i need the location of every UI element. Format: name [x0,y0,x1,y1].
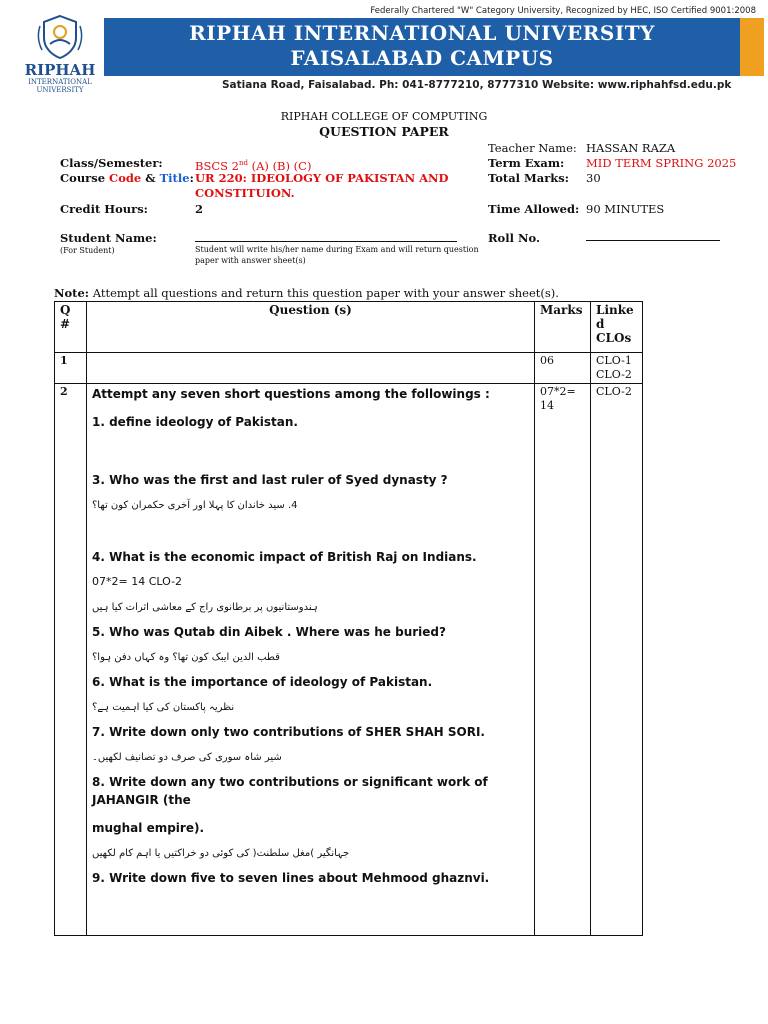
teacher-label: Teacher Name: [488,141,577,155]
term-label: Term Exam: [488,156,565,170]
table-row [55,384,643,936]
student-note-2: paper with answer sheet(s) [195,256,306,265]
crest-icon [32,12,88,62]
course-value-1: UR 220: IDEOLOGY OF PAKISTAN AND [195,171,449,185]
question-7-urdu: شیر شاہ سوری کی صرف دو تصانیف لکھیں۔ [92,752,282,763]
logo-sub-2: UNIVERSITY [36,86,84,94]
campus-title: FAISALABAD CAMPUS [290,46,554,70]
row-1-number: 1 [55,353,87,384]
row-1-question [87,353,535,384]
accreditation-text: Federally Chartered "W" Category University, Recognized by HEC, ISO Certified 9001:2008 [370,6,756,16]
header-marks: Marks [535,302,591,353]
question-table [54,301,643,936]
table-header-row [55,302,643,353]
question-4-urdu: ہندوستانیوں پر برطانوی راج کے معاشی اثرات کیا ہیں [92,602,318,613]
teacher-value: HASSAN RAZA [586,141,676,155]
header-q-number: Q # [55,302,87,353]
question-5: 5. Who was Qutab din Aibek . Where was he buried? [92,625,446,639]
note-line: Note: Attempt all questions and return this question paper with your answer sheet(s). [54,286,559,300]
question-5-urdu: قطب الدین ایبک کون تھا؟ وہ کہاں دفن ہوا؟ [92,652,280,663]
row-2-number: 2 [55,384,87,936]
row-1-marks: 06 [535,353,591,384]
title-bar-accent [740,18,764,76]
paper-title: QUESTION PAPER [319,124,449,139]
question-4-marks: 07*2= 14 CLO-2 [92,575,183,588]
term-value: MID TERM SPRING 2025 [586,156,737,170]
total-marks-label: Total Marks: [488,171,569,185]
class-label: Class/Semester: [60,156,163,170]
student-note-1: Student will write his/her name during Exam and will return question [195,245,479,254]
question-9: 9. Write down five to seven lines about Mehmood ghaznvi. [92,871,490,885]
question-8-urdu: جہانگیر )مغل سلطنت( کی کوئی دو خراکتیں یا اہم کام لکھیں [92,848,350,859]
time-label: Time Allowed: [488,202,580,216]
row-1-clos: CLO-1 CLO-2 [591,353,643,384]
question-6-urdu: نظریہ پاکستان کی کیا اہمیت ہے؟ [92,702,235,713]
question-1: 1. define ideology of Pakistan. [92,415,298,429]
roll-number-line[interactable] [586,240,720,241]
student-name-line[interactable] [195,241,457,242]
header-question: Question (s) [87,302,535,353]
question-3: 3. Who was the first and last ruler of Syed dynasty ? [92,473,448,487]
header-clos: Linke d CLOs [591,302,643,353]
course-label: Course Code & Title: [60,171,194,185]
logo-name: RIPHAH [24,61,96,79]
instruction-text: Attempt any seven short questions among the followings : [92,387,490,401]
class-value: BSCS 2nd (A) (B) (C) [195,158,312,173]
question-3-urdu: 4. سید خاندان کا پہلا اور آخری حکمران کون تھا؟ [92,500,298,511]
logo-sub-1: INTERNATIONAL [28,78,92,86]
total-marks-value: 30 [586,171,601,185]
credit-value: 2 [195,202,204,216]
row-2-marks: 07*2= 14 [535,384,591,936]
roll-label: Roll No. [488,231,540,245]
question-6: 6. What is the importance of ideology of Pakistan. [92,675,433,689]
header-banner [12,8,764,94]
course-value-2: CONSTITUION. [195,186,295,200]
credit-label: Credit Hours: [60,202,148,216]
question-7: 7. Write down only two contributions of SHER SHAH SORI. [92,725,485,739]
question-8-line-3: mughal empire). [92,821,205,835]
question-8-line-1: 8. Write down any two contributions or significant work of [92,775,488,789]
table-row [55,353,643,384]
university-title: RIPHAH INTERNATIONAL UNIVERSITY [189,21,655,45]
student-sub-label: (For Student) [60,246,115,255]
time-value: 90 MINUTES [586,202,665,216]
university-logo [12,8,108,94]
row-2-question [87,384,535,936]
question-4: 4. What is the economic impact of British Raj on Indians. [92,550,477,564]
campus-address: Satiana Road, Faisalabad. Ph: 041-8777210, 8777310 Website: www.riphahfsd.edu.pk [222,79,732,91]
question-8-line-2: JAHANGIR (the [92,793,191,807]
row-2-clos: CLO-2 [591,384,643,936]
college-name: RIPHAH COLLEGE OF COMPUTING [280,110,488,123]
student-name-label: Student Name: [60,231,157,245]
